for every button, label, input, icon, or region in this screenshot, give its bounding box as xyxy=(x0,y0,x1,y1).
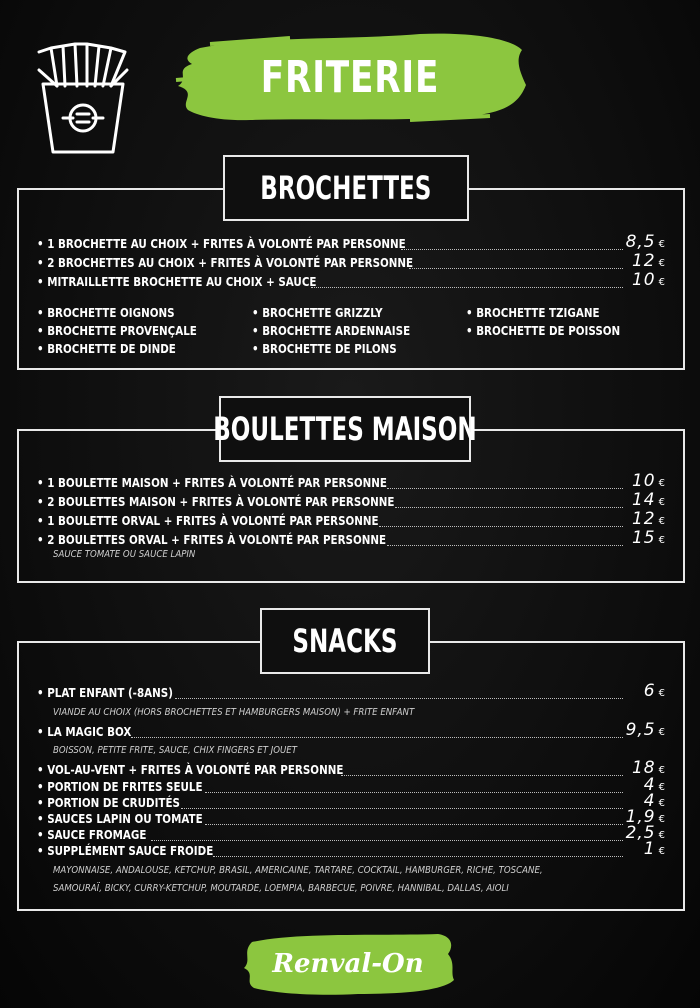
item-note: SAUCE TOMATE OU SAUCE LAPIN xyxy=(53,549,196,560)
menu-item xyxy=(19,232,683,252)
menu-item xyxy=(19,807,683,827)
leader-dots xyxy=(175,698,623,699)
item-label: • 1 BOULETTE MAISON + FRITES À VOLONTÉ PAR PERSONNE xyxy=(37,476,387,490)
section-title-brochettes: BROCHETTES xyxy=(223,155,469,221)
brand-logo: Renval-On xyxy=(272,949,424,979)
item-label: • PORTION DE FRITES SEULE xyxy=(37,780,203,794)
menu-item xyxy=(19,839,683,859)
list-item: • BROCHETTE PROVENÇALE xyxy=(37,324,197,338)
menu-item xyxy=(19,775,683,795)
section-title-snacks: SNACKS xyxy=(260,608,430,674)
menu-item xyxy=(19,509,683,529)
item-label: • 2 BROCHETTES AU CHOIX + FRITES À VOLONTÉ PAR PERSONNE xyxy=(37,256,414,270)
menu-item xyxy=(19,528,683,548)
item-note: VIANDE AU CHOIX (HORS BROCHETTES ET HAMBURGERS MAISON) + FRITE ENFANT xyxy=(53,707,415,718)
leader-dots xyxy=(131,737,623,738)
list-item: • BROCHETTE GRIZZLY xyxy=(252,306,383,320)
leader-dots xyxy=(341,775,623,776)
leader-dots xyxy=(401,249,623,250)
item-price: 9,5 € xyxy=(625,720,665,740)
item-label: • 2 BOULETTES MAISON + FRITES À VOLONTÉ PAR PERSONNE xyxy=(37,495,395,509)
item-label: • PLAT ENFANT (-8ANS) xyxy=(37,686,173,700)
item-price: 10 € xyxy=(631,270,665,290)
leader-dots xyxy=(181,808,623,809)
list-item: • BROCHETTE DE DINDE xyxy=(37,342,176,356)
menu-item xyxy=(19,791,683,811)
menu-item xyxy=(19,758,683,778)
item-label: • PORTION DE CRUDITÉS xyxy=(37,796,180,810)
item-price: 4 € xyxy=(643,775,665,795)
leader-dots xyxy=(395,507,623,508)
leader-dots xyxy=(387,488,623,489)
item-label: • LA MAGIC BOX xyxy=(37,725,132,739)
item-price: 15 € xyxy=(631,528,665,548)
menu-item xyxy=(19,720,683,740)
item-price: 14 € xyxy=(631,490,665,510)
menu-item xyxy=(19,251,683,271)
leader-dots xyxy=(409,268,623,269)
menu-item xyxy=(19,490,683,510)
leader-dots xyxy=(311,287,623,288)
menu-item xyxy=(19,270,683,290)
item-label: • SAUCES LAPIN OU TOMATE xyxy=(37,812,203,826)
item-label: • SUPPLÉMENT SAUCE FROIDE xyxy=(37,844,214,858)
page-title: FRITERIE xyxy=(260,52,440,103)
list-item: • BROCHETTE DE PILONS xyxy=(252,342,397,356)
item-label: • 1 BOULETTE ORVAL + FRITES À VOLONTÉ PAR PERSONNE xyxy=(37,514,379,528)
item-price: 18 € xyxy=(631,758,665,778)
leader-dots xyxy=(205,792,623,793)
item-price: 4 € xyxy=(643,791,665,811)
title-banner xyxy=(170,30,530,125)
footer-banner xyxy=(238,928,458,1000)
section-snacks xyxy=(17,641,685,911)
menu-item xyxy=(19,471,683,491)
list-item: • BROCHETTE ARDENNAISE xyxy=(252,324,411,338)
item-label: • 2 BOULETTES ORVAL + FRITES À VOLONTÉ PAR PERSONNE xyxy=(37,533,387,547)
section-title-boulettes: BOULETTES MAISON xyxy=(219,396,471,462)
list-item: • BROCHETTE TZIGANE xyxy=(466,306,600,320)
item-label: • 1 BROCHETTE AU CHOIX + FRITES À VOLONTÉ PAR PERSONNE xyxy=(37,237,406,251)
item-note: SAMOURAÏ, BICKY, CURRY-KETCHUP, MOUTARDE, LOEMPIA, BARBECUE, POIVRE, HANNIBAL, DALLAS, AIOLI xyxy=(53,883,509,894)
item-price: 6 € xyxy=(643,681,665,701)
item-price: 12 € xyxy=(631,251,665,271)
list-item: • BROCHETTE DE POISSON xyxy=(466,324,621,338)
menu-item xyxy=(19,823,683,843)
leader-dots xyxy=(151,840,623,841)
leader-dots xyxy=(387,545,623,546)
item-price: 10 € xyxy=(631,471,665,491)
item-label: • VOL-AU-VENT + FRITES À VOLONTÉ PAR PERSONNE xyxy=(37,763,344,777)
list-item: • BROCHETTE OIGNONS xyxy=(37,306,175,320)
item-note: MAYONNAISE, ANDALOUSE, KETCHUP, BRASIL, AMERICAINE, TARTARE, COCKTAIL, HAMBURGER, RICHE, TOSCANE, xyxy=(53,865,543,876)
item-price: 2,5 € xyxy=(625,823,665,843)
item-price: 8,5 € xyxy=(625,232,665,252)
item-note: BOISSON, PETITE FRITE, SAUCE, CHIX FINGERS ET JOUET xyxy=(53,745,297,756)
menu-item xyxy=(19,681,683,701)
item-price: 1,9 € xyxy=(625,807,665,827)
leader-dots xyxy=(205,824,623,825)
item-label: • SAUCE FROMAGE xyxy=(37,828,147,842)
fries-icon xyxy=(33,40,133,155)
leader-dots xyxy=(379,526,623,527)
leader-dots xyxy=(213,856,623,857)
item-price: 1 € xyxy=(643,839,665,859)
item-label: • MITRAILLETTE BROCHETTE AU CHOIX + SAUCE xyxy=(37,275,317,289)
item-price: 12 € xyxy=(631,509,665,529)
